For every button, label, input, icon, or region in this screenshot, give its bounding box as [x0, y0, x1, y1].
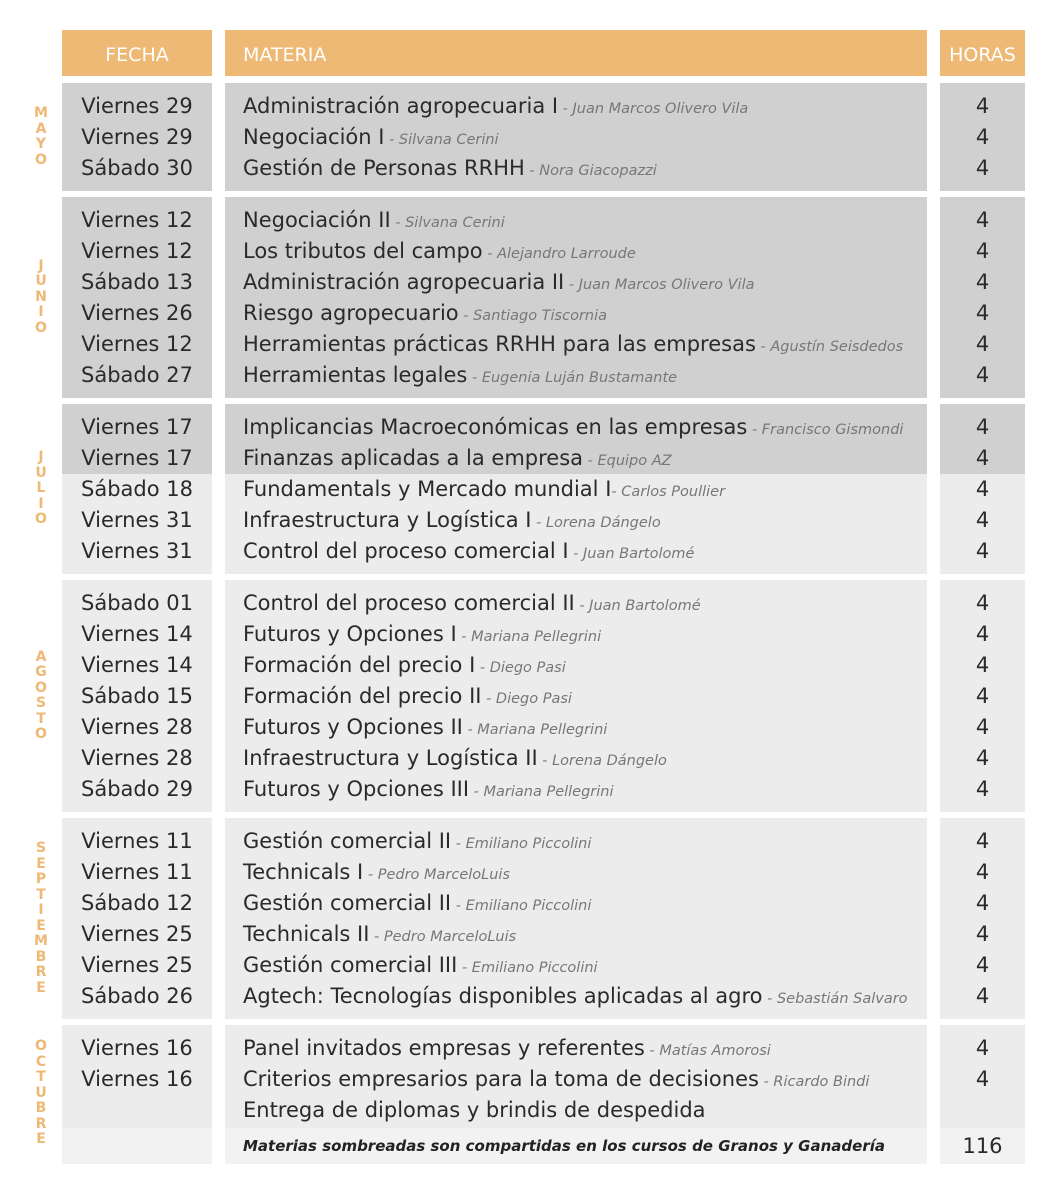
- row-subject: [243, 443, 923, 474]
- row-hours: 4: [975, 508, 990, 532]
- row-date: Viernes 29: [81, 94, 193, 118]
- row-hours: 4: [975, 239, 990, 263]
- professor-name: - Diego Pasi: [481, 691, 572, 707]
- row-subject: [243, 505, 923, 536]
- professor-name: - Juan Marcos Olivero Vila: [558, 101, 749, 117]
- row-hours: 4: [975, 156, 990, 180]
- header-fecha: FECHA: [62, 30, 212, 76]
- row-date: Sábado 30: [81, 156, 193, 180]
- row-subject: [243, 857, 923, 888]
- row-date: Viernes 14: [81, 653, 193, 677]
- row-subject: [243, 474, 923, 505]
- subject-name: Criterios empresarios para la toma de decisiones: [243, 1067, 759, 1091]
- row-subject: [243, 888, 923, 919]
- professor-name: - Juan Bartolomé: [568, 546, 695, 562]
- professor-name: - Ricardo Bindi: [758, 1074, 870, 1090]
- row-date: Viernes 12: [81, 332, 193, 356]
- subject-name: Finanzas aplicadas a la empresa: [243, 446, 584, 470]
- row-subject: [243, 619, 923, 650]
- row-hours: 4: [975, 777, 990, 801]
- professor-name: - Agustín Seisdedos: [755, 339, 904, 355]
- professor-name: - Silvana Cerini: [384, 132, 499, 148]
- subject-name: Formación del precio II: [243, 684, 482, 708]
- row-hours: 4: [975, 591, 990, 615]
- row-hours: 4: [975, 653, 990, 677]
- subject-name: Herramientas prácticas RRHH para las empresas: [243, 332, 756, 356]
- row-date: Sábado 12: [81, 891, 193, 915]
- row-subject: [243, 826, 923, 857]
- row-date: Viernes 29: [81, 125, 193, 149]
- professor-name: - Santiago Tiscornia: [458, 308, 608, 324]
- subject-name: Administración agropecuaria I: [243, 94, 559, 118]
- footer-fecha-cell: [62, 1128, 212, 1164]
- row-date: Viernes 28: [81, 746, 193, 770]
- row-date: Viernes 31: [81, 539, 193, 563]
- subject-name: Panel invitados empresas y referentes: [243, 1036, 645, 1060]
- month-label: A G O S T O: [35, 648, 47, 742]
- row-date: Viernes 17: [81, 415, 193, 439]
- professor-name: - Francisco Gismondi: [747, 422, 904, 438]
- row-hours: 4: [975, 715, 990, 739]
- row-subject: [243, 267, 923, 298]
- professor-name: - Silvana Cerini: [390, 215, 505, 231]
- subject-name: Technicals I: [243, 860, 364, 884]
- month-label: J U L I O: [35, 449, 47, 528]
- subject-name: Herramientas legales: [243, 363, 468, 387]
- row-hours: 4: [975, 332, 990, 356]
- professor-name: - Pedro MarceloLuis: [369, 929, 517, 945]
- month-label: M A Y O: [34, 105, 48, 168]
- row-date: Viernes 25: [81, 953, 193, 977]
- row-date: Sábado 26: [81, 984, 193, 1008]
- professor-name: - Eugenia Luján Bustamante: [467, 370, 678, 386]
- subject-name: Fundamentals y Mercado mundial I: [243, 477, 612, 501]
- row-date: Viernes 14: [81, 622, 193, 646]
- row-date: Sábado 13: [81, 270, 193, 294]
- row-date: Sábado 01: [81, 591, 193, 615]
- row-date: [62, 1095, 212, 1126]
- subject-name: Negociación I: [243, 125, 385, 149]
- professor-name: - Mariana Pellegrini: [469, 784, 614, 800]
- row-hours: [940, 1095, 1025, 1126]
- row-subject: [243, 329, 923, 360]
- row-hours: 4: [975, 1067, 990, 1091]
- header-horas: HORAS: [940, 30, 1025, 76]
- row-date: Viernes 12: [81, 208, 193, 232]
- row-hours: 4: [975, 539, 990, 563]
- header-materia: MATERIA: [225, 30, 927, 76]
- row-date: Viernes 16: [81, 1067, 193, 1091]
- row-hours: 4: [975, 301, 990, 325]
- row-hours: 4: [975, 363, 990, 387]
- row-hours: 4: [975, 446, 990, 470]
- subject-name: Entrega de diplomas y brindis de despedida: [243, 1098, 706, 1122]
- row-date: Sábado 27: [81, 363, 193, 387]
- professor-name: - Lorena Dángelo: [537, 753, 667, 769]
- row-hours: 4: [975, 415, 990, 439]
- subject-name: Administración agropecuaria II: [243, 270, 565, 294]
- row-subject: [243, 236, 923, 267]
- total-hours: 116: [962, 1134, 1003, 1158]
- row-hours: 4: [975, 953, 990, 977]
- row-hours: 4: [975, 477, 990, 501]
- professor-name: - Emiliano Piccolini: [457, 960, 598, 976]
- professor-name: - Sebastián Salvaro: [762, 991, 908, 1007]
- row-subject: [243, 412, 923, 443]
- row-hours: 4: [975, 891, 990, 915]
- row-hours: 4: [975, 1036, 990, 1060]
- subject-name: Implicancias Macroeconómicas en las empresas: [243, 415, 748, 439]
- professor-name: - Emiliano Piccolini: [451, 898, 592, 914]
- professor-name: - Carlos Poullier: [611, 484, 726, 500]
- row-hours: 4: [975, 922, 990, 946]
- row-date: Viernes 16: [81, 1036, 193, 1060]
- row-subject: [243, 360, 923, 391]
- row-subject: [243, 1033, 923, 1064]
- row-date: Viernes 12: [81, 239, 193, 263]
- professor-name: - Matías Amorosi: [644, 1043, 771, 1059]
- professor-name: - Diego Pasi: [475, 660, 566, 676]
- subject-name: Infraestructura y Logística II: [243, 746, 538, 770]
- row-hours: 4: [975, 270, 990, 294]
- subject-name: Formación del precio I: [243, 653, 476, 677]
- subject-name: Riesgo agropecuario: [243, 301, 459, 325]
- professor-name: - Mariana Pellegrini: [462, 722, 608, 738]
- row-subject: [243, 981, 923, 1012]
- subject-name: Agtech: Tecnologías disponibles aplicadas al agro: [243, 984, 763, 1008]
- row-subject: [243, 91, 923, 122]
- row-subject: [243, 588, 923, 619]
- professor-name: - Pedro MarceloLuis: [363, 867, 511, 883]
- row-hours: 4: [975, 860, 990, 884]
- subject-name: Negociación II: [243, 208, 391, 232]
- row-hours: 4: [975, 125, 990, 149]
- row-date: Viernes 31: [81, 508, 193, 532]
- professor-name: - Nora Giacopazzi: [524, 163, 657, 179]
- month-label: S E P T I E M B R E: [34, 840, 48, 996]
- professor-name: - Emiliano Piccolini: [451, 836, 592, 852]
- subject-name: Futuros y Opciones II: [243, 715, 463, 739]
- row-subject: [243, 153, 923, 184]
- month-label: J U N I O: [35, 257, 47, 336]
- row-subject: [243, 205, 923, 236]
- row-date: Sábado 15: [81, 684, 193, 708]
- row-date: Viernes 11: [81, 860, 193, 884]
- row-hours: 4: [975, 746, 990, 770]
- professor-name: - Alejandro Larroude: [482, 246, 636, 262]
- row-date: Viernes 25: [81, 922, 193, 946]
- row-hours: 4: [975, 684, 990, 708]
- row-subject: [243, 950, 923, 981]
- row-subject: [243, 919, 923, 950]
- subject-name: Technicals II: [243, 922, 370, 946]
- professor-name: - Juan Bartolomé: [574, 598, 701, 614]
- row-subject: [243, 774, 923, 805]
- subject-name: Gestión de Personas RRHH: [243, 156, 525, 180]
- professor-name: - Juan Marcos Olivero Vila: [564, 277, 755, 293]
- professor-name: - Mariana Pellegrini: [456, 629, 602, 645]
- subject-name: Gestión comercial II: [243, 891, 452, 915]
- subject-name: Los tributos del campo: [243, 239, 483, 263]
- row-subject: [243, 1095, 923, 1126]
- month-label: O C T U B R E: [35, 1038, 47, 1147]
- row-hours: 4: [975, 984, 990, 1008]
- row-hours: 4: [975, 208, 990, 232]
- row-date: Viernes 26: [81, 301, 193, 325]
- subject-name: Control del proceso comercial I: [243, 539, 569, 563]
- row-subject: [243, 536, 923, 567]
- subject-name: Control del proceso comercial II: [243, 591, 575, 615]
- row-subject: [243, 1064, 923, 1095]
- row-hours: 4: [975, 829, 990, 853]
- professor-name: - Lorena Dángelo: [531, 515, 661, 531]
- row-subject: [243, 298, 923, 329]
- row-subject: [243, 743, 923, 774]
- row-date: Viernes 17: [81, 446, 193, 470]
- row-date: Viernes 11: [81, 829, 193, 853]
- subject-name: Gestión comercial II: [243, 829, 452, 853]
- row-subject: [243, 650, 923, 681]
- row-date: Sábado 29: [81, 777, 193, 801]
- row-subject: [243, 122, 923, 153]
- subject-name: Futuros y Opciones III: [243, 777, 470, 801]
- subject-name: Infraestructura y Logística I: [243, 508, 532, 532]
- footer-note: Materias sombreadas son compartidas en los cursos de Granos y Ganadería: [243, 1137, 885, 1155]
- row-hours: 4: [975, 94, 990, 118]
- row-subject: [243, 712, 923, 743]
- subject-name: Gestión comercial III: [243, 953, 458, 977]
- row-hours: 4: [975, 622, 990, 646]
- row-date: Sábado 18: [81, 477, 193, 501]
- subject-name: Futuros y Opciones I: [243, 622, 457, 646]
- professor-name: - Equipo AZ: [583, 453, 672, 469]
- row-date: Viernes 28: [81, 715, 193, 739]
- row-subject: [243, 681, 923, 712]
